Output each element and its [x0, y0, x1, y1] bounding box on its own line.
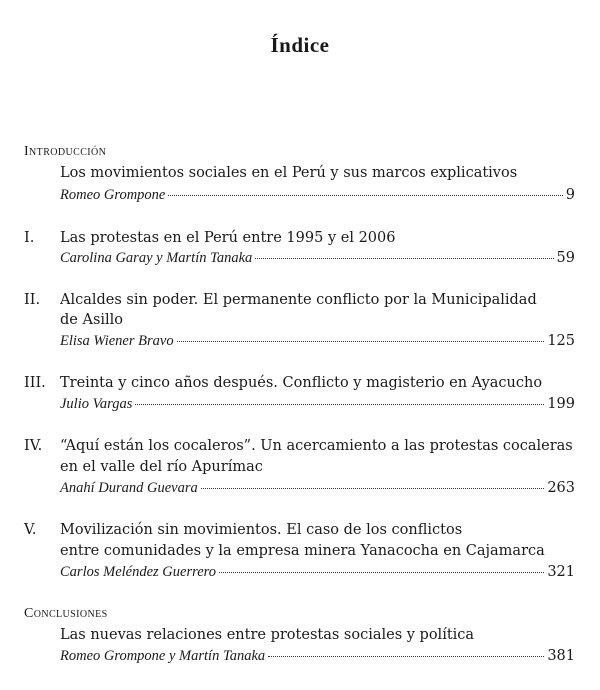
chapter-3-entry — [60, 396, 575, 416]
chapter-1-author: Carolina Garay y Martín Tanaka — [60, 250, 253, 266]
chapter-1-page-number: 59 — [556, 250, 575, 266]
chapter-1-number: I. — [24, 230, 35, 246]
dot-leader — [168, 195, 562, 196]
dot-leader — [201, 488, 545, 489]
chapter-2-page-number: 125 — [547, 333, 575, 349]
introduction-heading: Introducción — [24, 144, 107, 159]
chapter-4-entry — [60, 480, 575, 500]
conclusions-title-line: Las nuevas relaciones entre protestas sociales y política — [60, 627, 475, 643]
dot-leader — [255, 258, 553, 259]
chapter-4-author: Anahí Durand Guevara — [60, 480, 198, 496]
chapter-2-number: II. — [24, 292, 41, 308]
introduction-entry — [60, 187, 575, 207]
chapter-5-author: Carlos Meléndez Guerrero — [60, 564, 216, 580]
conclusions-page-number: 381 — [547, 648, 575, 664]
introduction-author: Romeo Grompone — [60, 187, 166, 203]
introduction-title-line: Los movimientos sociales en el Perú y sus marcos explicativos — [60, 165, 518, 181]
chapter-5-entry — [60, 564, 575, 584]
conclusions-entry — [60, 648, 575, 668]
chapter-5-number: V. — [24, 522, 37, 538]
chapter-4-title-line-1: “Aquí están los cocaleros”. Un acercamiento a las protestas cocaleras — [60, 438, 573, 454]
page-title: Índice — [270, 33, 330, 57]
chapter-1-title-line: Las protestas en el Perú entre 1995 y el 2006 — [60, 230, 396, 246]
chapter-3-page-number: 199 — [547, 396, 575, 412]
introduction-page-number: 9 — [565, 187, 575, 203]
chapter-3-author: Julio Vargas — [60, 396, 133, 412]
chapter-4-number: IV. — [24, 438, 43, 454]
chapter-2-title-line-1: Alcaldes sin poder. El permanente conflicto por la Municipalidad — [60, 292, 537, 308]
chapter-4-title-line-2: en el valle del río Apurímac — [60, 459, 263, 475]
dot-leader — [177, 341, 545, 342]
dot-leader — [268, 656, 544, 657]
chapter-2-author: Elisa Wiener Bravo — [60, 333, 174, 349]
conclusions-heading: Conclusiones — [24, 606, 108, 621]
chapter-1-entry — [60, 250, 575, 270]
dot-leader — [219, 572, 544, 573]
chapter-5-title-line-2: entre comunidades y la empresa minera Yanacocha en Cajamarca — [60, 543, 545, 559]
chapter-5-title-line-1: Movilización sin movimientos. El caso de los conflictos — [60, 522, 463, 538]
chapter-3-number: III. — [24, 375, 46, 391]
chapter-3-title-line: Treinta y cinco años después. Conflicto y magisterio en Ayacucho — [60, 375, 543, 391]
conclusions-author: Romeo Grompone y Martín Tanaka — [60, 648, 266, 664]
dot-leader — [135, 404, 544, 405]
chapter-5-page-number: 321 — [547, 564, 575, 580]
chapter-4-page-number: 263 — [547, 480, 575, 496]
chapter-2-title-line-2: de Asillo — [60, 312, 124, 328]
chapter-2-entry — [60, 333, 575, 353]
